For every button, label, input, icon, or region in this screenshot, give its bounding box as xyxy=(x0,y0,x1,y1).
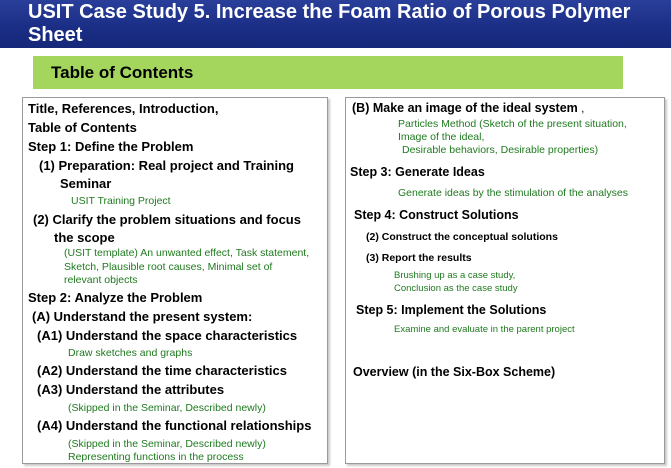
step2-item-a1-note: Draw sketches and graphs xyxy=(68,347,193,359)
step2-item-a4-note2: Representing functions in the process xyxy=(68,451,244,463)
ideal-system-comma: , xyxy=(581,103,585,115)
step4-item2: (2) Construct the conceptual solutions xyxy=(366,231,558,243)
step5-note: Examine and evaluate in the parent project xyxy=(394,324,575,335)
step2-heading: Step 2: Analyze the Problem xyxy=(28,290,203,305)
step2-item-a1: (A1) Understand the space characteristics xyxy=(37,328,298,343)
ideal-system-note3: Desirable behaviors, Desirable properties) xyxy=(402,144,599,156)
overview-heading: Overview (in the Six-Box Scheme) xyxy=(353,365,556,379)
step4-item3-note2: Conclusion as the case study xyxy=(394,283,518,294)
step1-item1-line2: Seminar xyxy=(60,176,112,191)
toc-heading: Table of Contents xyxy=(33,56,623,89)
step4-item3-note1: Brushing up as a case study, xyxy=(394,270,516,281)
step1-item2-note2: Sketch, Plausible root causes, Minimal set of xyxy=(64,261,273,273)
front-matter-line1: Title, References, Introduction, xyxy=(28,101,219,116)
step5-heading: Step 5: Implement the Solutions xyxy=(356,303,547,317)
step4-item3: (3) Report the results xyxy=(366,252,472,264)
step2-item-a3: (A3) Understand the attributes xyxy=(37,382,225,397)
ideal-system-note1: Particles Method (Sketch of the present situation, xyxy=(398,118,627,130)
ideal-system-label: (B) Make an image of the ideal system xyxy=(352,101,578,115)
step1-item2-line2: the scope xyxy=(54,230,115,245)
ideal-system-heading xyxy=(352,101,584,116)
ideal-system-note2: Image of the ideal, xyxy=(398,131,485,143)
front-matter-line2: Table of Contents xyxy=(28,120,137,135)
step1-item2-note3: relevant objects xyxy=(64,274,138,286)
step1-heading: Step 1: Define the Problem xyxy=(28,139,194,154)
step1-item2-note1: (USIT template) An unwanted effect, Task statement, xyxy=(64,247,310,259)
step3-heading: Step 3: Generate Ideas xyxy=(350,165,485,179)
slide-title: USIT Case Study 5. Increase the Foam Ratio of Porous Polymer Sheet xyxy=(0,0,671,48)
step2-item-a4: (A4) Understand the functional relationships xyxy=(37,418,312,433)
step2-item-a4-note1: (Skipped in the Seminar, Described newly) xyxy=(68,438,266,450)
step2-item-a2: (A2) Understand the time characteristics xyxy=(37,363,287,378)
step1-item2-line1: (2) Clarify the problem situations and focus xyxy=(33,212,301,227)
step2-item-a: (A) Understand the present system: xyxy=(32,309,253,324)
left-contents-panel xyxy=(22,97,328,464)
right-contents-panel xyxy=(345,97,665,464)
step4-heading: Step 4: Construct Solutions xyxy=(354,208,519,222)
step1-item1-line1: (1) Preparation: Real project and Training xyxy=(39,158,294,173)
step2-item-a3-note: (Skipped in the Seminar, Described newly) xyxy=(68,402,266,414)
step3-note: Generate ideas by the stimulation of the analyses xyxy=(398,187,628,199)
step1-item1-note: USIT Training Project xyxy=(71,195,171,207)
